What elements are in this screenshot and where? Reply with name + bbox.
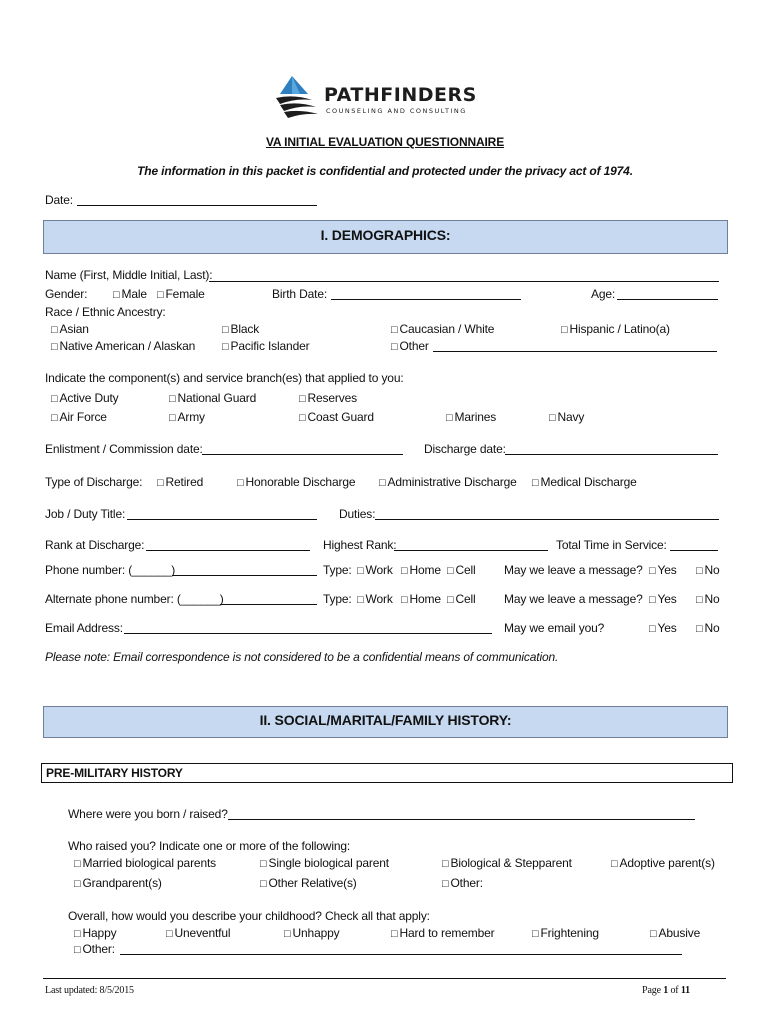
checkbox-icon[interactable]: □ — [650, 928, 657, 940]
pre-military-box — [41, 763, 733, 783]
checkbox-icon[interactable]: □ — [391, 324, 398, 336]
email-yes-label: Yes — [657, 621, 677, 635]
checkbox-icon[interactable]: □ — [157, 477, 164, 489]
age-label: Age: — [591, 287, 616, 301]
highest-rank-label: Highest Rank: — [323, 538, 397, 552]
branch-marines[interactable] — [446, 410, 496, 424]
raised-other[interactable] — [442, 876, 483, 890]
total-time-label: Total Time in Service: — [556, 538, 667, 552]
email-no-label: No — [704, 621, 720, 635]
rank-field[interactable] — [146, 550, 310, 551]
raised-step[interactable] — [442, 856, 572, 870]
alt-phone-work[interactable] — [357, 592, 393, 606]
branch-guard-label: National Guard — [177, 391, 257, 405]
childhood-abusive-label: Abusive — [658, 926, 701, 940]
raised-label: Who raised you? Indicate one or more of the following: — [68, 839, 351, 853]
phone-home[interactable] — [401, 563, 441, 577]
checkbox-icon[interactable]: □ — [260, 878, 267, 890]
checkbox-icon[interactable]: □ — [74, 928, 81, 940]
race-hispanic[interactable] — [561, 322, 670, 336]
email-note: Please note: Email correspondence is not considered to be a confidential means of communication. — [45, 650, 559, 664]
date-field[interactable] — [77, 205, 317, 206]
race-asian-label: Asian — [59, 322, 89, 336]
page-total: 11 — [680, 985, 690, 996]
phone-message-no[interactable] — [696, 563, 720, 577]
email-field[interactable] — [124, 633, 492, 634]
alt-phone-cell-label: Cell — [455, 592, 476, 606]
checkbox-icon[interactable]: □ — [391, 928, 398, 940]
race-pacific[interactable] — [222, 339, 309, 353]
pre-military-title: PRE-MILITARY HISTORY — [46, 766, 183, 780]
childhood-abusive[interactable] — [650, 926, 700, 940]
alt-phone-message-no[interactable] — [696, 592, 720, 606]
checkbox-icon[interactable]: □ — [74, 878, 81, 890]
childhood-unhappy-label: Unhappy — [292, 926, 340, 940]
branch-army[interactable] — [169, 410, 205, 424]
alt-phone-message-question: May we leave a message? — [504, 592, 643, 606]
checkbox-icon[interactable]: □ — [549, 412, 556, 424]
checkbox-icon[interactable]: □ — [222, 324, 229, 336]
phone-message-yes[interactable] — [649, 563, 677, 577]
alt-phone-field[interactable] — [220, 604, 317, 605]
age-field[interactable] — [617, 299, 718, 300]
logo — [272, 74, 502, 122]
raised-other-label: Other: — [450, 876, 483, 890]
doc-title: VA INITIAL EVALUATION QUESTIONNAIRE — [265, 135, 505, 149]
branch-navy[interactable] — [549, 410, 584, 424]
footer-rule — [43, 978, 726, 979]
checkbox-icon[interactable]: □ — [696, 623, 703, 635]
checkbox-icon[interactable]: □ — [157, 289, 164, 301]
checkbox-icon[interactable]: □ — [391, 341, 398, 353]
checkbox-icon[interactable]: □ — [299, 412, 306, 424]
discharge-administrative-label: Administrative Discharge — [387, 475, 517, 489]
discharge-date-field[interactable] — [505, 454, 718, 455]
checkbox-icon[interactable]: □ — [169, 412, 176, 424]
logo-brand: PATHFINDERS — [324, 84, 477, 106]
raised-adoptive-label: Adoptive parent(s) — [619, 856, 715, 870]
total-time-field[interactable] — [670, 550, 718, 551]
alt-phone-message-no-label: No — [704, 592, 720, 606]
branch-active-label: Active Duty — [59, 391, 119, 405]
race-black-label: Black — [230, 322, 260, 336]
phone-cell-label: Cell — [455, 563, 476, 577]
childhood-unhappy[interactable] — [284, 926, 340, 940]
highest-rank-field[interactable] — [394, 550, 548, 551]
checkbox-icon[interactable]: □ — [532, 928, 539, 940]
branch-active[interactable] — [51, 391, 119, 405]
checkbox-icon[interactable]: □ — [401, 565, 408, 577]
checkbox-icon[interactable]: □ — [447, 565, 454, 577]
childhood-happy-label: Happy — [82, 926, 117, 940]
raised-step-label: Biological & Stepparent — [450, 856, 572, 870]
alt-phone-home[interactable] — [401, 592, 441, 606]
checkbox-icon[interactable]: □ — [113, 289, 120, 301]
checkbox-icon[interactable]: □ — [357, 565, 364, 577]
alt-phone-cell[interactable] — [447, 592, 476, 606]
raised-married[interactable] — [74, 856, 216, 870]
demographics-band — [43, 220, 728, 254]
childhood-frightening-label: Frightening — [540, 926, 599, 940]
checkbox-icon[interactable]: □ — [169, 393, 176, 405]
raised-single-label: Single biological parent — [268, 856, 389, 870]
checkbox-icon[interactable]: □ — [74, 944, 81, 956]
discharge-medical[interactable] — [532, 475, 637, 489]
raised-grand[interactable] — [74, 876, 162, 890]
logo-mark-icon — [272, 74, 322, 120]
alt-phone-home-label: Home — [409, 592, 441, 606]
phone-work-label: Work — [365, 563, 393, 577]
gender-male[interactable] — [113, 287, 147, 301]
discharge-retired[interactable] — [157, 475, 203, 489]
birth-date-label: Birth Date: — [272, 287, 328, 301]
raised-adoptive[interactable] — [611, 856, 715, 870]
checkbox-icon[interactable]: □ — [446, 412, 453, 424]
race-hispanic-label: Hispanic / Latino(a) — [569, 322, 670, 336]
checkbox-icon[interactable]: □ — [532, 477, 539, 489]
race-caucasian-label: Caucasian / White — [399, 322, 495, 336]
duties-field[interactable] — [375, 519, 719, 520]
childhood-label: Overall, how would you describe your childhood? Check all that apply: — [68, 909, 430, 923]
job-label: Job / Duty Title: — [45, 507, 126, 521]
alt-phone-message-yes-label: Yes — [657, 592, 677, 606]
childhood-uneventful-label: Uneventful — [174, 926, 231, 940]
childhood-hard[interactable] — [391, 926, 494, 940]
raised-other-rel[interactable] — [260, 876, 357, 890]
phone-message-yes-label: Yes — [657, 563, 677, 577]
checkbox-icon[interactable]: □ — [696, 565, 703, 577]
race-pacific-label: Pacific Islander — [230, 339, 310, 353]
raised-grand-label: Grandparent(s) — [82, 876, 162, 890]
phone-label: Phone number: (______) — [45, 563, 176, 577]
gender-female[interactable] — [157, 287, 205, 301]
branch-reserves[interactable] — [299, 391, 357, 405]
checkbox-icon[interactable]: □ — [74, 858, 81, 870]
branch-reserves-label: Reserves — [307, 391, 357, 405]
branch-coast-label: Coast Guard — [307, 410, 374, 424]
checkbox-icon[interactable]: □ — [611, 858, 618, 870]
discharge-date-label: Discharge date: — [424, 442, 506, 456]
checkbox-icon[interactable]: □ — [442, 878, 449, 890]
phone-type-label: Type: — [323, 563, 352, 577]
race-other[interactable] — [391, 339, 429, 353]
social-history-band — [43, 706, 728, 738]
checkbox-icon[interactable]: □ — [237, 477, 244, 489]
checkbox-icon[interactable]: □ — [51, 324, 58, 336]
checkbox-icon[interactable]: □ — [222, 341, 229, 353]
job-field[interactable] — [127, 519, 317, 520]
childhood-hard-label: Hard to remember — [399, 926, 495, 940]
phone-field[interactable] — [172, 575, 317, 576]
branch-airforce[interactable] — [51, 410, 107, 424]
email-question: May we email you? — [504, 621, 605, 635]
childhood-happy[interactable] — [74, 926, 116, 940]
childhood-uneventful[interactable] — [166, 926, 230, 940]
childhood-other-label: Other: — [82, 942, 115, 956]
email-yes[interactable] — [649, 621, 677, 635]
gender-male-label: Male — [121, 287, 147, 301]
page-current: 1 — [663, 985, 669, 996]
phone-cell[interactable] — [447, 563, 476, 577]
race-caucasian[interactable] — [391, 322, 494, 336]
checkbox-icon[interactable]: □ — [284, 928, 291, 940]
phone-work[interactable] — [357, 563, 393, 577]
branch-marines-label: Marines — [454, 410, 497, 424]
discharge-retired-label: Retired — [165, 475, 204, 489]
alt-phone-label: Alternate phone number: (______) — [45, 592, 224, 606]
branch-army-label: Army — [177, 410, 205, 424]
confidential-note: The information in this packet is confidential and protected under the privacy act of 1974. — [137, 164, 633, 178]
gender-female-label: Female — [165, 287, 205, 301]
checkbox-icon[interactable]: □ — [401, 594, 408, 606]
branch-navy-label: Navy — [557, 410, 585, 424]
duties-label: Duties: — [339, 507, 376, 521]
checkbox-icon[interactable]: □ — [51, 341, 58, 353]
discharge-honorable[interactable] — [237, 475, 355, 489]
race-native[interactable] — [51, 339, 195, 353]
checkbox-icon[interactable]: □ — [51, 412, 58, 424]
page-of: of — [668, 985, 681, 996]
rank-label: Rank at Discharge: — [45, 538, 145, 552]
page-prefix: Page — [642, 985, 664, 996]
born-label: Where were you born / raised? — [68, 807, 228, 821]
email-label: Email Address: — [45, 621, 123, 635]
demographics-title: I. DEMOGRAPHICS: — [320, 227, 451, 243]
alt-phone-type-label: Type: — [323, 592, 352, 606]
checkbox-icon[interactable]: □ — [357, 594, 364, 606]
branch-label: Indicate the component(s) and service branch(es) that applied to you: — [45, 371, 404, 385]
born-field[interactable] — [228, 819, 695, 820]
raised-single[interactable] — [260, 856, 389, 870]
checkbox-icon[interactable]: □ — [447, 594, 454, 606]
enlist-label: Enlistment / Commission date: — [45, 442, 203, 456]
race-label: Race / Ethnic Ancestry: — [45, 305, 166, 319]
phone-message-question: May we leave a message? — [504, 563, 643, 577]
checkbox-icon[interactable]: □ — [379, 477, 386, 489]
discharge-administrative[interactable] — [379, 475, 517, 489]
childhood-frightening[interactable] — [532, 926, 599, 940]
checkbox-icon[interactable]: □ — [442, 858, 449, 870]
logo-tagline: COUNSELING AND CONSULTING — [326, 107, 467, 115]
childhood-other[interactable] — [74, 942, 115, 956]
race-native-label: Native American / Alaskan — [59, 339, 196, 353]
discharge-medical-label: Medical Discharge — [540, 475, 637, 489]
race-asian[interactable] — [51, 322, 89, 336]
page-number — [642, 985, 690, 996]
branch-coast[interactable] — [299, 410, 374, 424]
raised-married-label: Married biological parents — [82, 856, 217, 870]
race-other-field[interactable] — [433, 351, 717, 352]
alt-phone-message-yes[interactable] — [649, 592, 677, 606]
branch-guard[interactable] — [169, 391, 256, 405]
phone-home-label: Home — [409, 563, 441, 577]
discharge-type-label: Type of Discharge: — [45, 475, 143, 489]
last-updated: Last updated: 8/5/2015 — [45, 985, 134, 996]
checkbox-icon[interactable]: □ — [299, 393, 306, 405]
name-field[interactable] — [209, 281, 719, 282]
name-label: Name (First, Middle Initial, Last): — [45, 268, 213, 282]
race-other-label: Other — [399, 339, 429, 353]
alt-phone-work-label: Work — [365, 592, 393, 606]
gender-label: Gender: — [45, 287, 88, 301]
social-history-title: II. SOCIAL/MARITAL/FAMILY HISTORY: — [259, 712, 512, 728]
race-black[interactable] — [222, 322, 259, 336]
enlist-field[interactable] — [202, 454, 403, 455]
checkbox-icon[interactable]: □ — [260, 858, 267, 870]
checkbox-icon[interactable]: □ — [51, 393, 58, 405]
date-label: Date: — [45, 193, 73, 207]
checkbox-icon[interactable]: □ — [649, 594, 656, 606]
childhood-other-field[interactable] — [120, 954, 682, 955]
checkbox-icon[interactable]: □ — [166, 928, 173, 940]
branch-airforce-label: Air Force — [59, 410, 107, 424]
discharge-honorable-label: Honorable Discharge — [245, 475, 356, 489]
raised-other-rel-label: Other Relative(s) — [268, 876, 357, 890]
checkbox-icon[interactable]: □ — [561, 324, 568, 336]
email-no[interactable] — [696, 621, 720, 635]
checkbox-icon[interactable]: □ — [649, 565, 656, 577]
checkbox-icon[interactable]: □ — [696, 594, 703, 606]
birth-date-field[interactable] — [331, 299, 521, 300]
phone-message-no-label: No — [704, 563, 720, 577]
checkbox-icon[interactable]: □ — [649, 623, 656, 635]
